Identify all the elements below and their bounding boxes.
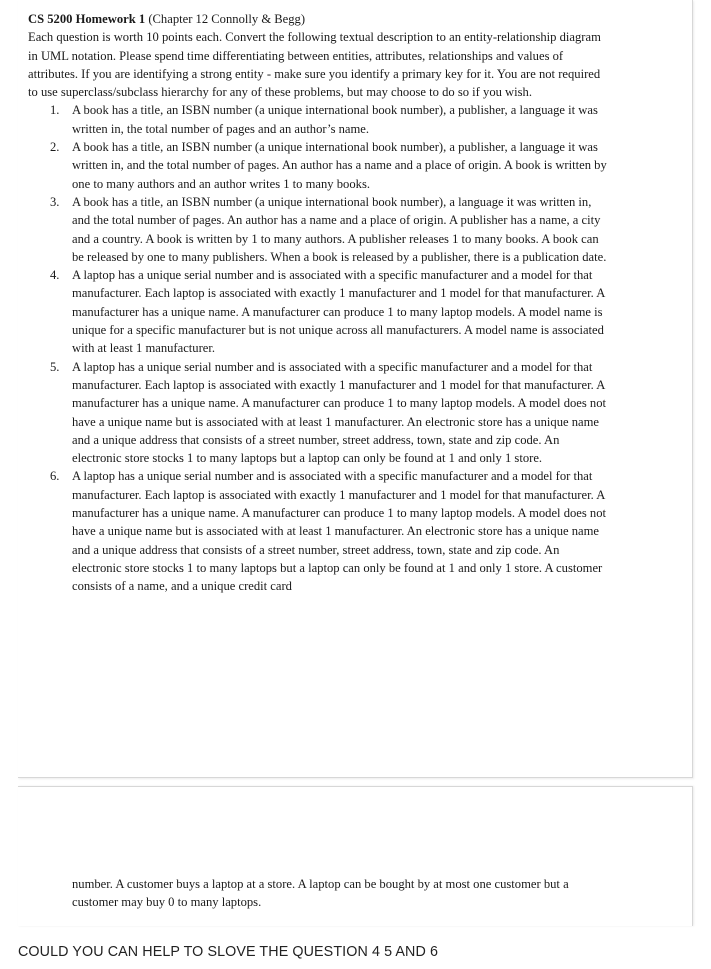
question-number: 5. [50,359,60,374]
document-page-1 [18,0,693,778]
question-item [28,266,610,357]
homework-instructions: Each question is worth 10 points each. Convert the following textual description to an entity-relationship diagram in UML notation. Please spend time differentiating between entities, attributes, relationships and values of attributes. If you are identifying a strong entity - make sure you identify a primary key for it. You are not required to use superclass/subclass hierarchy for any of these problems, but may choose to do so if you wish. [28,30,601,100]
homework-title [28,10,610,28]
document-page-2 [18,786,693,926]
question-number: 3. [50,194,60,209]
homework-title-bold: CS 5200 Homework 1 [28,12,146,26]
question-item [28,101,610,138]
question-text: A laptop has a unique serial number and is associated with a specific manufacturer and a model for that manufacturer. Each laptop is associated with exactly 1 manufacturer and 1 model for that manufacturer. A manufacturer has a unique name. A manufacturer can produce 1 to many laptop models. A model does not have a unique name but is associated with at least 1 manufacturer. An electronic store has a unique name and a unique address that consists of a street number, street address, town, state and zip code. An electronic store stocks 1 to many laptops but a laptop can only be found at 1 and only 1 store. A customer consists of a name, and a unique credit card [72,469,607,594]
question-number: 4. [50,268,60,283]
question-text: A book has a title, an ISBN number (a unique international book number), a language it was written in, and the total number of pages. An author has a name and a place of origin. A publisher has a name, a city and a country. A book is written by 1 to many authors. A publisher releases 1 to many books. A book can be released by one to many publishers. When a book is released by a publisher, there is a publication date. [72,194,607,264]
question-number: 1. [50,103,60,118]
question-list [28,101,610,595]
question-text: A book has a title, an ISBN number (a unique international book number), a publisher, a language it was written in, the total number of pages and an author’s name. [72,103,598,136]
document-body [28,10,610,596]
question-item [28,138,610,193]
homework-title-subtitle: (Chapter 12 Connolly & Begg) [145,12,306,26]
question-6-continuation: number. A customer buys a laptop at a store. A laptop can be bought by at most one customer but a customer may buy 0 to many laptops. [72,877,569,910]
question-number: 2. [50,140,60,155]
question-number: 6. [50,469,60,484]
question-item [28,358,610,468]
question-text: A laptop has a unique serial number and is associated with a specific manufacturer and a model for that manufacturer. Each laptop is associated with exactly 1 manufacturer and 1 model for that manufacturer. A manufacturer has a unique name. A manufacturer can produce 1 to many laptop models. A model does not have a unique name but is associated with at least 1 manufacturer. An electronic store has a unique name and a unique address that consists of a street number, street address, town, state and zip code. An electronic store stocks 1 to many laptops but a laptop can only be found at 1 and only 1 store. [72,359,607,466]
user-question-caption: COULD YOU CAN HELP TO SLOVE THE QUESTION 4 5 AND 6 [18,944,439,960]
question-item [28,193,610,266]
question-item [28,467,610,595]
question-text: A book has a title, an ISBN number (a unique international book number), a publisher, a language it was written in, and the total number of pages. An author has a name and a place of origin. A book is written by one to many authors and an author writes 1 to many books. [72,140,607,191]
question-text: A laptop has a unique serial number and is associated with a specific manufacturer and a model for that manufacturer. Each laptop is associated with exactly 1 manufacturer and 1 model for that manufacturer. A manufacturer has a unique name. A manufacturer can produce 1 to many laptop models. A model name is unique for a specific manufacturer but is not unique across all manufacturers. A model name is associated with at least 1 manufacturer. [72,268,605,356]
